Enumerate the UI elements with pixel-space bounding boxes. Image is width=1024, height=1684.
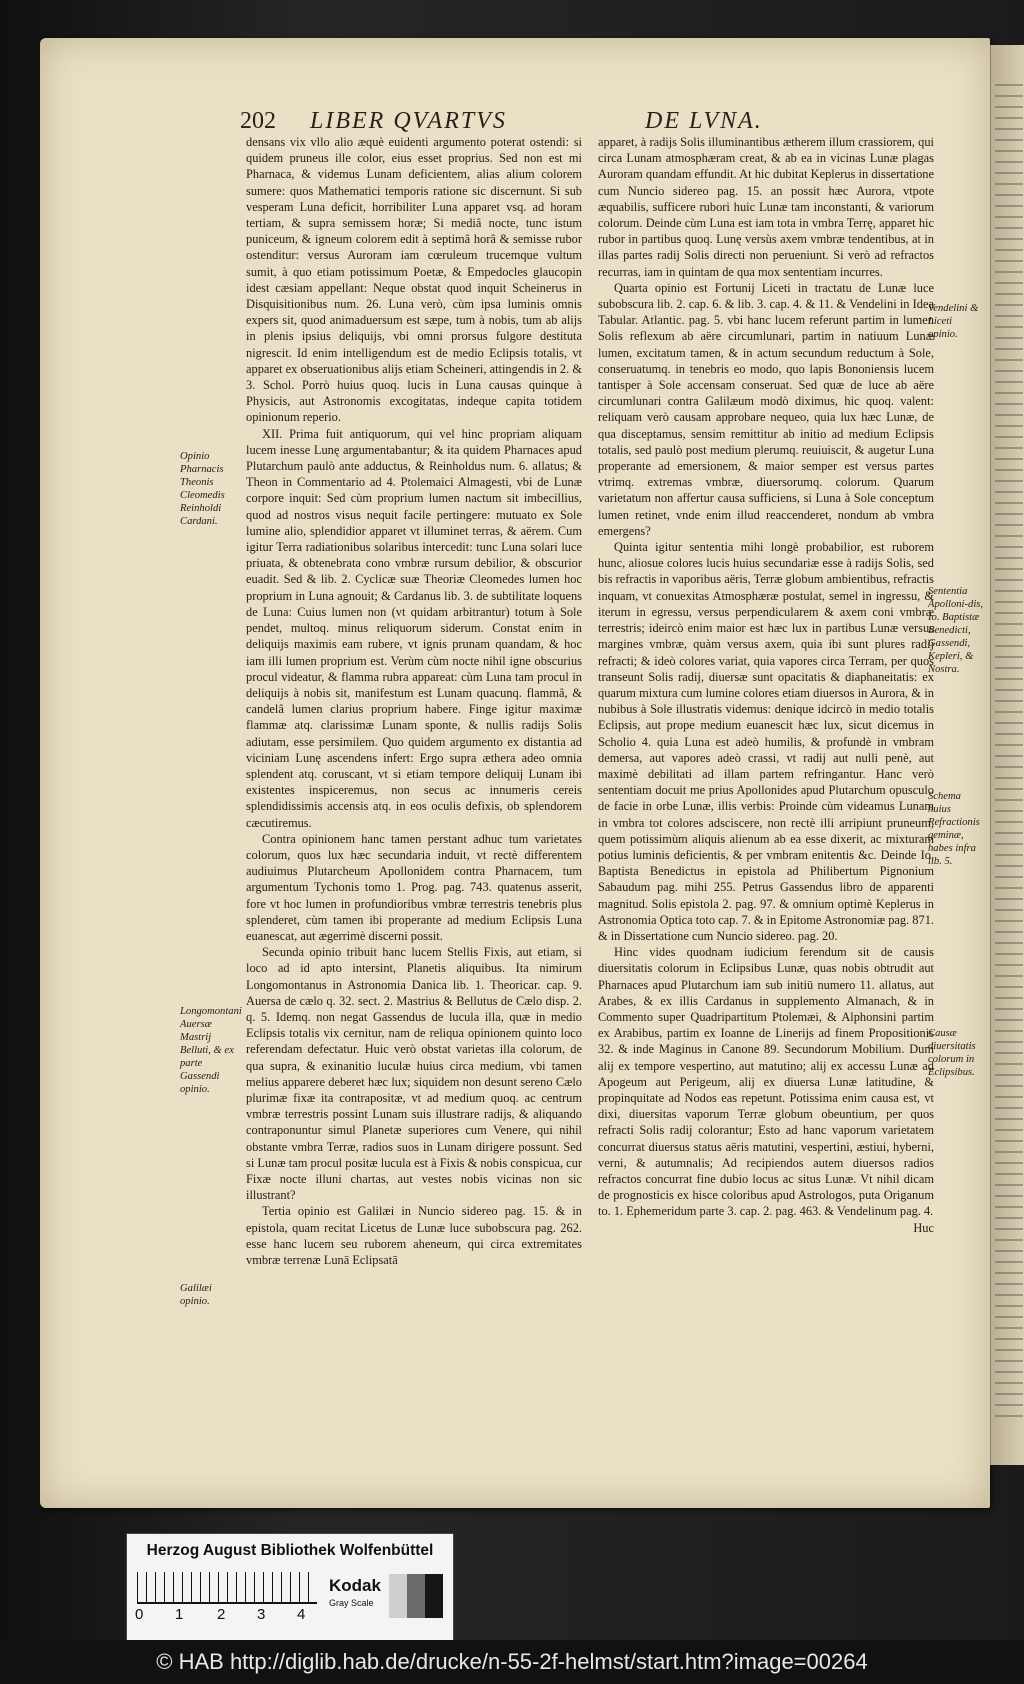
kodak-label [329,1576,385,1620]
gray-patch [389,1574,407,1618]
ruler-number: 1 [175,1606,184,1623]
paragraph: Tertia opinio est Galilæi in Nuncio sidereo pag. 15. & in epistola, quam recitat Licetus de Lunæ luce subobscura pag. 262. esse hanc lucem seu ruborem aheneum, qui circa extremitates vmbræ terrenæ Lunā Eclipsatā [246,1204,582,1268]
ruler-number: 3 [257,1606,266,1623]
ruler-number: 4 [297,1606,306,1623]
footer-credit: © HAB http://diglib.hab.de/drucke/n-55-2f-helmst/start.htm?image=00264 [0,1640,1024,1684]
scale-ruler [137,1572,317,1604]
library-name: Herzog August Bibliothek Wolfenbüttel [146,1542,434,1559]
page-number: 202 [240,108,276,134]
catchword: Huc [913,1220,934,1235]
gray-scale-label: Gray Scale [329,1598,374,1608]
paragraph: densans vix vllo alio æquè euidenti argumento poterat ostendi: si quidem pruneus ille color, eius esset proprius. Sed non est mi Pharnaca, & videmus Lunam deficientem, alias alium colorem sumere: quos Mathematici temporis ratione sic discernunt. Si sub vesperam Luna deficit, horribiliter Luna apparet vsq. ad horam tertiam, & supra semissem horæ; Si mediâ nocte, tunc istum puniceum, & igneum colorem edit à septimâ horâ & semisse rubor ostenditur: versus Auroram iam cœruleum trucemque vultum sumit, à quo etiam potissimum Poetæ, & Empedocles glaucopin idest cæsiam appellant: Neque obstat quod inquit Scheinerus in Disquisitionibus num. 26. Luna verò, cùm ipsa luminis omnis expers sit, quod animaduersum est sæpe, tum à nobis, tum ab alijs in plenis ipsius deliquijs, vbi omni prorsus fulgore destituta nigrescit. Id enim intelligendum est de medio Eclipsis totalis, vt apparet ex obseruationibus alijs etiam Scheineri, attingendis in 2. & 3. Schol. Porrò huius quoq. lucis in Luna causas quinque à Physicis, aut Astronomis excogitatas, indeque capita totidem opinionum reperio. [246,135,582,425]
paragraph: XII. Prima fuit antiquorum, qui vel hinc propriam aliquam lucem inesse Lunę argumentabantur; & ita quidem Pharnaces apud Plutarchum paulò ante adductus, & Reinholdus num. 6. allatus; & Theon in Commentario ad 4. Ptolemaici Almagesti, vbi de Lunæ corpore inquit: Sed cùm proprium lumen nactum sit imbecillius, quod ad nostros visus nequit facile pertingere: mutuato ex Sole lumine alio, splendidior apparet vt illuminet terras, & aërem. Cum igitur Terra radiationibus solaribus intercedit: tunc Luna solari luce priuata, & obtenebrata cono vmbræ rursum debilior, & obscurior euadit. Sed & lib. 2. Cyclicæ suæ Theoriæ Cleomedes lumen hoc proprium in Luna agnouit; & Cardanus lib. 3. de subtilitate loquens de Luna: Cuius lumen non (vt quidam arbitrantur) totum à Sole pendet, multoq. minus reliquorum siderum. Constat enim in deliquijs maximis eam rubere, vt ignis prunam quandam, & hoc iam illi lumen proprium est. Verùm cùm nocte nihil igne obscurius procul videatur, & flamma rubra appareat: cùm Luna tam procul in deliquijs à nobis sit, manifestum est Lunam quacunq. flammâ, & candelâ lumen clarius proprium habere. Finge igitur maximæ flammæ atq. clarissimæ Lunam sponte, & nullis radijs Solis adiutam, esse persimilem. Quo quidem argumento ex distantia ad viciniam Lunę ascendens infert: Ergo supra æthera adeo omnia splendent atq. coruscant, vt si etiam tempore deliquij Lunam ibi existentes inspiceremus, non secus ac innumeris cereis splendidissimis accensis atq. in eos oculis defixis, ob splendorem cæcutiremus. [246,426,582,830]
margin-note: Vendelini & Liceti opinio. [928,303,979,340]
running-head [240,108,975,136]
ruler-number: 0 [135,1606,144,1623]
margin-note: Galilæi opinio. [180,1283,212,1307]
text-column-left [246,134,582,1268]
paragraph: Quarta opinio est Fortunij Liceti in tractatu de Lunæ luce subobscura lib. 2. cap. 6. & lib. 3. cap. 4. & 11. & Vendelini in Idea Tabular. Atlantic. pag. 5. vbi hanc lucem referunt partim in lumen Solis reflexum ab aëre circumlunari, partim in natiuum Lunæ lumen, excitatum tamen, & in actum secundum reductum à Sole, conseruatumq. in tenebris eo modo, quo lapis Bononiensis lucem tantisper à Sole accensam conseruat. Sed quæ de luce ab aëre circumlunari contra Galilæum modò diximus, hic quoq. valent: reliquam verò causam approbare nequeo, quia lux hæc Lunæ, de qua disceptamus, sensim remittitur ab initio ad medium Eclipsis totalis, sed paulò post medium plerumq. reuiuiscit, & augetur Luna properante ad emersionem, & maior semper est versus partes vtrimq. extremas vmbræ, diuersorumq. colorum. Quarum varietatum non affertur causa sufficiens, si Luna à Sole conceptum lumen retinet, vnde enim illud reaccenderet, nondum ab vmbra emergens? [598,280,934,538]
paragraph: Secunda opinio tribuit hanc lucem Stellis Fixis, aut etiam, si loco ad id apto intersint, Planetis aliquibus. Ita nimirum Longomontanus in Astronomia Danica lib. 1. Theoricar. cap. 9. Auersa de cælo q. 32. sect. 2. Mastrius & Bellutus de Cælo disp. 2. q. 5. Idemq. non negat Gassendus de lucula illa, quæ in medio Eclipsis totalis vix cernitur, nam de reliqua opinionem quinto loco referendam defectatur. Huic verò obstat varietas illa colorum, de qua supra, & exinanitio luculæ huius circa medium, vbi tamen melius apparere deberet hæc lux; siquidem non desunt sereno Cælo plurimæ fixæ ita contrapositæ, vt ad medium quoq. ac centrum vmbræ terrestris possint Lunam suis illustrare radijs, & aliquando contraponuntur simul Planetæ superiores cum Venere, qui nihil obstante vmbra Terræ, radios suos in Lunam dirigere possunt. Sed si Lunæ tam procul positæ lucula est à Fixis & nobis conspicua, cur Fixæ nocte illuni chartas, aut vestes nobis vicinas non sic illustrant? [246,945,582,1203]
paragraph: Quinta igitur sententia mihi longè probabilior, est ruborem hunc, aliosue colores lucis huius secundariæ esse à radijs Solis, sed bis refractis in vaporibus aëris, Terræ globum ambientibus, refractis inquam, vt conuexitas Atmosphæræ postulat, semel in ingressu, & iterum in egressu, versus perpendicularem & axem coni vmbræ terrestris; ideircò enim maior est hæc lux in partibus Lunæ versus margines vmbræ, quàm versus axem, quia ibi sunt plures radij refracti; & ideò colores variat, quia vapores circa Terram, per quos transeunt Solis radij, diuersæ sunt opacitatis & diaphaneitatis: ex quarum mixtura cum lumine colores etiam diuersos in Aurora, & in nubibus à Sole illustratis videmus: denique idcircò in medio totalis Eclipsis, aut prope medium euanescit hæc lux, sicut dicemus in Scholio 4. quia Luna est adeò humilis, & profundè in vmbram demersa, aut vapores adeò crassi, vt radij aut nulli penè, aut maximè debilitati ad illam partem refringantur. Hanc verò sententiam docuit me prius Apollonides apud Plutarchum opusculo de facie in orbe Lunæ, illis verbis: Proinde cùm videamus Lunam in vmbra tot colores adsciscere, non rectè illi arripiunt pruneum, quem potissimùm aliquis alienum ab ea esse dixerit, ac mixturam potius luminis deficientis, & per vmbram enitentis &c. Deinde Io. Baptista Benedictus in epistola ad Philibertum Pignonium Sabaudum pag. mihi 255. Petrus Gassendus libro de apparenti magnitud. Solis epistola 2. pag. 97. & omnium optimè Keplerus in Astronomia Optica toto cap. 7. & in Epitome Astronomiæ pag. 871. & in Dissertatione cum Nuncio sidereo. pag. 20. [598,540,934,943]
ruler-number: 2 [217,1606,226,1623]
color-calibration-card [126,1533,454,1643]
running-head-left: LIBER QVARTVS [310,108,507,134]
running-head-right: DE LVNA. [645,108,763,134]
margin-note: Longomontani Auersæ Mastrij Belluti, & ex parte Gassendi opinio. [180,1006,242,1095]
gray-patch [425,1574,443,1618]
gray-patch [407,1574,425,1618]
text-column-right [598,134,934,1236]
paragraph: Hinc vides quodnam iudicium ferendum sit de causis diuersitatis colorum in Eclipsibus Lunæ, quas nobis obtrudit aut Pharnaces apud Plutarchum iam sub initiū numero 11. allatus, aut Arabes, & ex illis Cardanus in supplemento Almanach, & in Commento super Quadripartitum Ptolemæi, & Alphonsini partim ex Arabibus, partim ex Ioanne de Linerijs ad finem Propositionis 32. & inde Maginus in Canone 89. Secundorum Mobilium. Dum alij ex tempore vespertino, aut matutino; alij ex accessu Lunæ ad Apogeum aut Perigeum, alij ex diuersa Lunæ latitudine, & propinquitate ad Nodos eas repetunt. Potissima enim causa est, vt dixi, diuersitas vaporum Terræ globum obeuntium, per quos refracti Solis radij colorantur; Esto ad hanc vaporum varietatem concurrat diuersus status aëris matutini, vespertini, æstiui, hyberni, verni, & autumnalis; Ad recipiendos autem diuersos radios refractos concurrat fine dubio locus ac situs Lunæ. Vt nihil dicam de prognosticis ex hisce coloribus apud Astrologos, puta Origanum to. 1. Ephemeridum parte 3. cap. 2. pag. 463. & Vendelinum pag. 4. [598,945,934,1219]
margin-note: Causæ diuersitatis colorum in Eclipsibus. [928,1028,976,1078]
kodak-brand: Kodak [329,1576,381,1595]
margin-note: Opinio Pharnacis Theonis Cleomedis Reinholdi Cardani. [180,451,225,527]
facing-page-edge [990,45,1024,1465]
paragraph: Contra opinionem hanc tamen perstant adhuc tum varietates colorum, quos lux hæc secundaria induit, vt rectè differentem audiuimus Plutarcheum Apollonidem contra Pharnacem, tum argumentum Tychonis tomo 1. Prog. pag. 743. quatenus asserit, fore vt hoc lumen in profundioribus vmbræ terrestris tenebris plus splenderet, cùm tamen ibi properante ad medium Eclipsis Luna euanescat, aut ægerrimè discerni possit. [246,831,582,943]
margin-note: Sententia Apolloni-dis, Io. Baptistæ Benedicti, Gassendi, Kepleri, & Nostra. [928,586,984,675]
margin-note: Schema huius Refractionis geminæ, habes infra lib. 5. [928,791,980,867]
paragraph: apparet, à radijs Solis illuminantibus ætherem illum crassiorem, qui circa Lunam atmosphæram creat, & ab ea in vicinas Lunæ plagas Auroram quandam effundit. At hic dubitat Keplerus in dissertatione cum Nuncio sidereo pag. 15. an possit hæc Aurora, vtpote æquabilis, sufficere rubori huic Lunæ tam inconstanti, & variorum colorum. Deinde cùm Luna est iam tota in vmbra Terrę, apparet hic rubor in partibus quoq. Lunę versùs axem vmbræ tendentibus, at in illas partes radij Solis directi non perueniunt. Si verò ad refractos recurras, iam in quintam de qua mox sententiam incurres. [598,135,934,279]
ruler-numbers [135,1606,325,1628]
